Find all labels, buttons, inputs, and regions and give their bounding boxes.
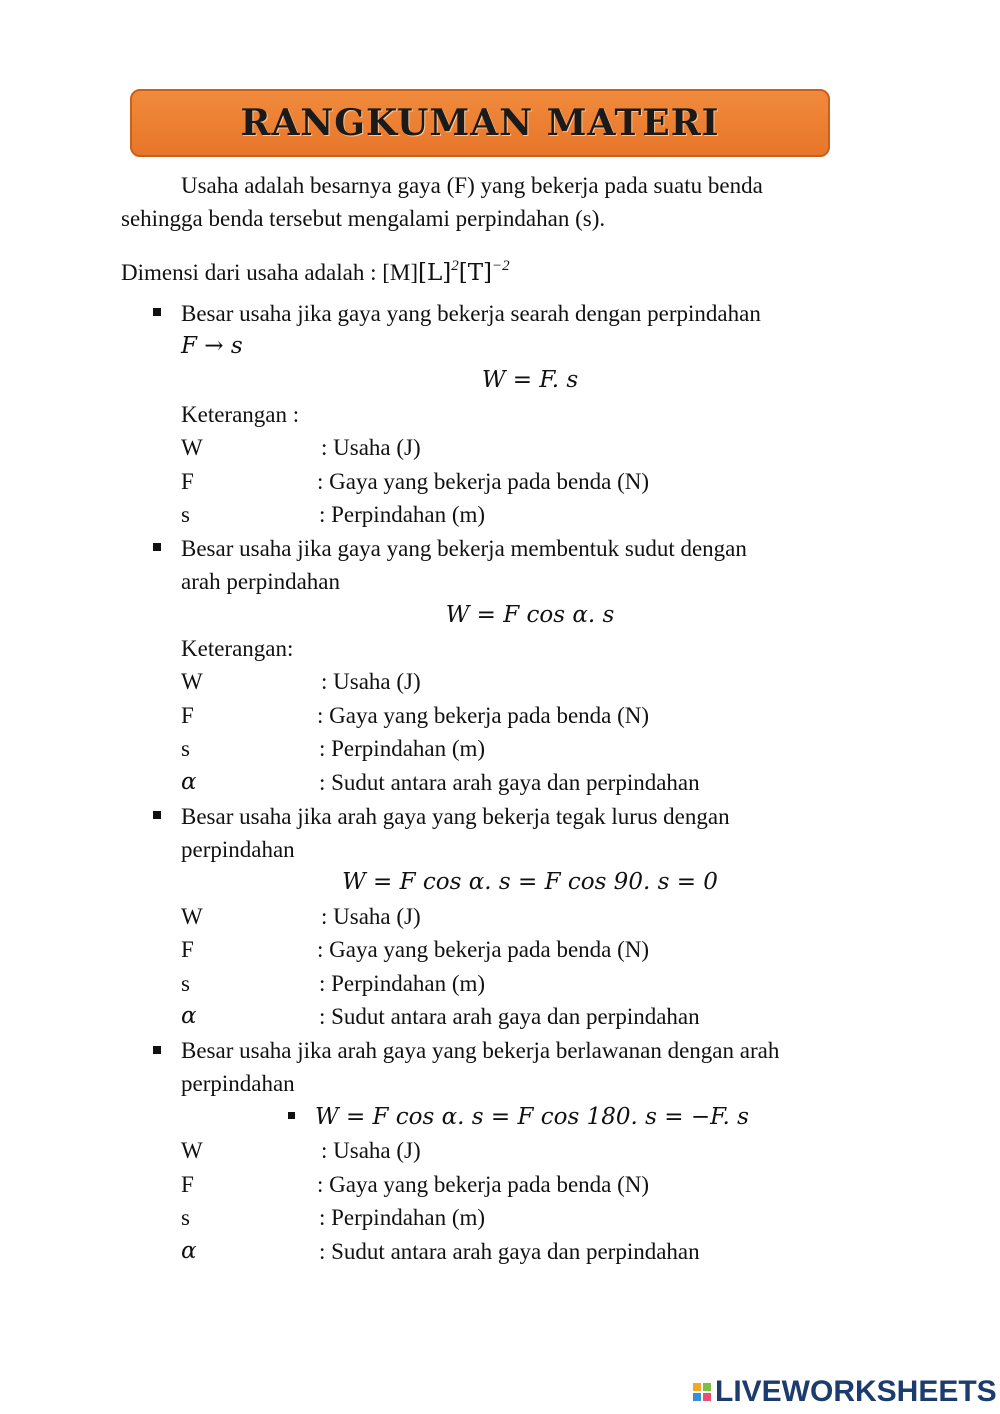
intro-line-2: sehingga benda tersebut mengalami perpindahan (s). [121, 206, 606, 231]
section2-formula: W = F cos α. s [445, 602, 615, 628]
liveworksheets-logo[interactable] [693, 1375, 997, 1409]
section3-text-2: perpindahan [181, 837, 295, 862]
section1-sym-s: s [181, 502, 190, 527]
section4-sym-w: W [181, 1138, 203, 1163]
section2-desc-f: : Gaya yang bekerja pada benda (N) [317, 703, 650, 728]
section2-sym-s: s [181, 736, 190, 761]
section3-text-1: Besar usaha jika arah gaya yang bekerja tegak lurus dengan [181, 804, 730, 829]
section3-sym-f: F [181, 937, 194, 962]
logo-square-3 [693, 1393, 701, 1401]
title-banner [130, 89, 830, 157]
section4-desc-alpha: : Sudut antara arah gaya dan perpindahan [319, 1239, 700, 1264]
page-title: RANGKUMAN MATERI [240, 102, 720, 144]
section4-text-1: Besar usaha jika arah gaya yang bekerja berlawanan dengan arah [181, 1038, 780, 1063]
bullet-4 [153, 1046, 161, 1054]
section4-desc-s: : Perpindahan (m) [319, 1205, 486, 1230]
section1-sym-f: F [181, 469, 194, 494]
dimension-label: Dimensi dari usaha adalah : [M] [121, 260, 418, 285]
section2-text-1: Besar usaha jika gaya yang bekerja membentuk sudut dengan [181, 536, 747, 561]
section1-text-2: F → s [181, 333, 243, 359]
bullet-1 [153, 308, 161, 316]
section1-text-1: Besar usaha jika gaya yang bekerja searah dengan perpindahan [181, 301, 761, 326]
logo-square-1 [693, 1383, 701, 1391]
section1-sym-w: W [181, 435, 203, 460]
dimension-L-exponent: 2 [451, 258, 459, 274]
section4-desc-f: : Gaya yang bekerja pada benda (N) [317, 1172, 650, 1197]
section1-desc-w: : Usaha (J) [321, 435, 421, 460]
dimension-T-exponent: −2 [492, 258, 510, 274]
formula-bullet [288, 1112, 295, 1119]
section2-sym-f: F [181, 703, 194, 728]
section2-keterangan: Keterangan: [181, 636, 294, 661]
section1-keterangan: Keterangan : [181, 402, 300, 427]
section2-text-2: arah perpindahan [181, 569, 341, 594]
section3-formula: W = F cos α. s = F cos 90. s = 0 [342, 869, 718, 895]
section4-sym-f: F [181, 1172, 194, 1197]
bullet-3 [153, 811, 161, 819]
section1-desc-f: : Gaya yang bekerja pada benda (N) [317, 469, 650, 494]
section2-sym-w: W [181, 669, 203, 694]
section3-desc-w: : Usaha (J) [321, 904, 421, 929]
dimension-L: [L] [418, 260, 452, 286]
logo-grid-icon [693, 1383, 711, 1401]
section3-desc-alpha: : Sudut antara arah gaya dan perpindahan [319, 1004, 700, 1029]
section2-sym-alpha: α [181, 769, 197, 795]
section4-formula: W = F cos α. s = F cos 180. s = −F. s [315, 1104, 749, 1130]
logo-square-2 [703, 1383, 711, 1391]
section2-desc-w: : Usaha (J) [321, 669, 421, 694]
section1-formula: W = F. s [481, 367, 579, 393]
section2-desc-s: : Perpindahan (m) [319, 736, 486, 761]
section3-desc-s: : Perpindahan (m) [319, 971, 486, 996]
section4-text-2: perpindahan [181, 1071, 295, 1096]
section4-sym-alpha: α [181, 1238, 197, 1264]
dimension-line [121, 250, 879, 290]
dimension-T: [T] [458, 260, 493, 286]
section1-desc-s: : Perpindahan (m) [319, 502, 486, 527]
section3-desc-f: : Gaya yang bekerja pada benda (N) [317, 937, 650, 962]
section3-sym-alpha: α [181, 1003, 197, 1029]
logo-text: LIVEWORKSHEETS [715, 1375, 997, 1408]
section3-sym-s: s [181, 971, 190, 996]
section4-desc-w: : Usaha (J) [321, 1138, 421, 1163]
section2-desc-alpha: : Sudut antara arah gaya dan perpindahan [319, 770, 700, 795]
intro-line-1: Usaha adalah besarnya gaya (F) yang bekerja pada suatu benda [181, 173, 763, 198]
section4-sym-s: s [181, 1205, 190, 1230]
bullet-2 [153, 543, 161, 551]
logo-square-4 [703, 1393, 711, 1401]
section3-sym-w: W [181, 904, 203, 929]
